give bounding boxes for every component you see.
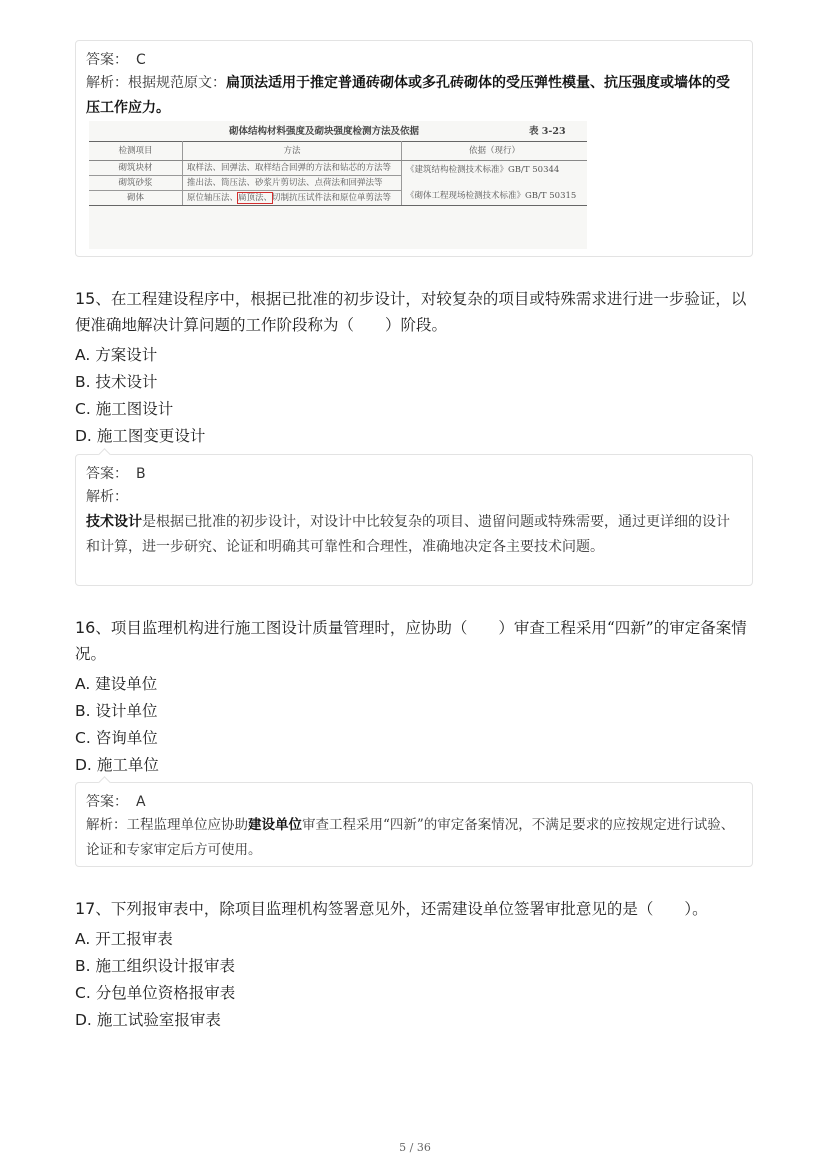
question-stem [75,615,755,667]
explanation-label: 解析： [86,489,128,505]
explanation-text: 是根据已批准的初步设计，对设计中比较复杂的项目、遗留问题或特殊需要，通过更详细的设计和计算，进一步研究、论证和明确其可靠性和合理性，准确地决定各主要技术问题。 [86,514,730,555]
option-text: 开工报审表 [95,930,173,948]
table-title: 砌体结构材料强度及砌块强度检测方法及依据 [229,126,420,137]
cell-item: 砌筑块材 [89,161,183,176]
basis-2: 《砌体工程现场检测技术标准》GB/T 50315 [406,191,577,201]
option-key: D. [75,427,92,445]
header-method: 方法 [183,142,402,161]
header-basis: 依据（现行） [402,142,588,161]
option-c[interactable] [75,725,755,752]
explanation-pre: 工程监理单位应协助 [126,817,248,833]
option-d[interactable] [75,423,755,450]
option-text: 咨询单位 [95,729,158,747]
option-key: C. [75,729,91,747]
answer-line [86,463,742,485]
option-text: 施工组织设计报审表 [95,957,236,975]
option-a[interactable] [75,671,755,698]
option-key: B. [75,702,91,720]
answer-line [86,49,742,71]
notch-decoration [98,448,111,461]
option-text: 方案设计 [95,346,158,364]
question-17 [75,896,735,1034]
option-text: 施工单位 [96,756,159,774]
option-text: 建设单位 [95,675,158,693]
answer-value: C [136,52,146,68]
explanation-bold: 技术设计 [86,514,142,530]
basis-1: 《建筑结构检测技术标准》GB/T 50344 [406,165,560,175]
answer-label: 答案： [86,466,128,482]
answer-box-q16 [75,782,753,867]
question-stem [75,286,755,338]
explanation-prefix: 根据规范原文： [128,75,226,91]
question-number: 15 [75,289,96,308]
option-text: 设计单位 [95,702,158,720]
cell-method: 取样法、回弹法、取样结合回弹的方法和钻芯的方法等 [183,161,402,176]
option-b[interactable] [75,953,735,980]
option-key: B. [75,957,91,975]
question-15 [75,286,755,450]
cell-item: 砌筑砂浆 [89,176,183,191]
question-16 [75,615,755,779]
explanation-bold: 扁顶法适用于推定普通砖砌体或多孔砖砌体的受压弹性模量、抗压强度或墙体的受压工作应力。 [86,75,730,116]
table-row [89,161,587,176]
question-text: 、下列报审表中，除项目监理机构签署意见外，还需建设单位签署审批意见的是（ ）。 [95,900,708,918]
explanation-label: 解析： [86,817,127,833]
page-indicator: 5 / 36 [399,1141,431,1154]
option-b[interactable] [75,369,755,396]
option-text: 技术设计 [95,373,158,391]
answer-line [86,791,742,813]
table-header-row [89,142,587,161]
method-text: 切制抗压试件法和原位单剪法等 [272,193,392,203]
explanation-text: 审查工程采用“四新”的审定备案情况，不满足要求的应按规定进行试验、论证和专家审定后方可使用。 [86,817,735,858]
question-text: 、项目监理机构进行施工图设计质量管理时，应协助（ ）审查工程采用“四新”的审定备案情况。 [75,619,747,663]
option-key: A. [75,930,91,948]
explanation-label: 解析： [86,75,128,91]
option-text: 施工试验室报审表 [96,1011,221,1029]
question-number: 16 [75,618,96,637]
option-c[interactable] [75,396,755,423]
option-key: C. [75,400,91,418]
answer-box-q15 [75,454,753,586]
explanation-bold: 建设单位 [248,817,302,833]
option-text: 施工图设计 [95,400,174,418]
cell-basis [402,161,588,206]
explanation [86,813,742,863]
method-table [89,141,587,206]
answer-label: 答案： [86,52,128,68]
option-text: 施工图变更设计 [96,427,206,445]
answer-value: B [136,466,146,482]
explanation [86,71,742,121]
option-a[interactable] [75,342,755,369]
table-number: 表 3-23 [529,126,566,137]
option-c[interactable] [75,980,735,1007]
option-key: A. [75,346,91,364]
option-text: 分包单位资格报审表 [95,984,236,1002]
question-text: 、在工程建设程序中，根据已批准的初步设计，对较复杂的项目或特殊需求进行进一步验证，以便准确地解决计算问题的工作阶段称为（ ）阶段。 [75,290,747,334]
option-key: C. [75,984,91,1002]
option-b[interactable] [75,698,755,725]
answer-label: 答案： [86,794,128,810]
header-item: 检测项目 [89,142,183,161]
option-d[interactable] [75,752,755,779]
explanation [86,510,742,560]
cell-method: 推出法、筒压法、砂浆片剪切法、点荷法和回弹法等 [183,176,402,191]
highlight-box: 扁顶法、 [238,193,273,203]
option-key: A. [75,675,91,693]
scanned-table-image [89,121,587,249]
method-text: 原位轴压法、 [187,193,239,203]
option-key: D. [75,1011,92,1029]
option-key: B. [75,373,91,391]
question-number: 17 [75,899,96,918]
option-a[interactable] [75,926,735,953]
cell-method [183,191,402,206]
option-key: D. [75,756,92,774]
option-d[interactable] [75,1007,735,1034]
question-stem [75,896,735,922]
answer-value: A [136,794,146,810]
cell-item: 砌体 [89,191,183,206]
